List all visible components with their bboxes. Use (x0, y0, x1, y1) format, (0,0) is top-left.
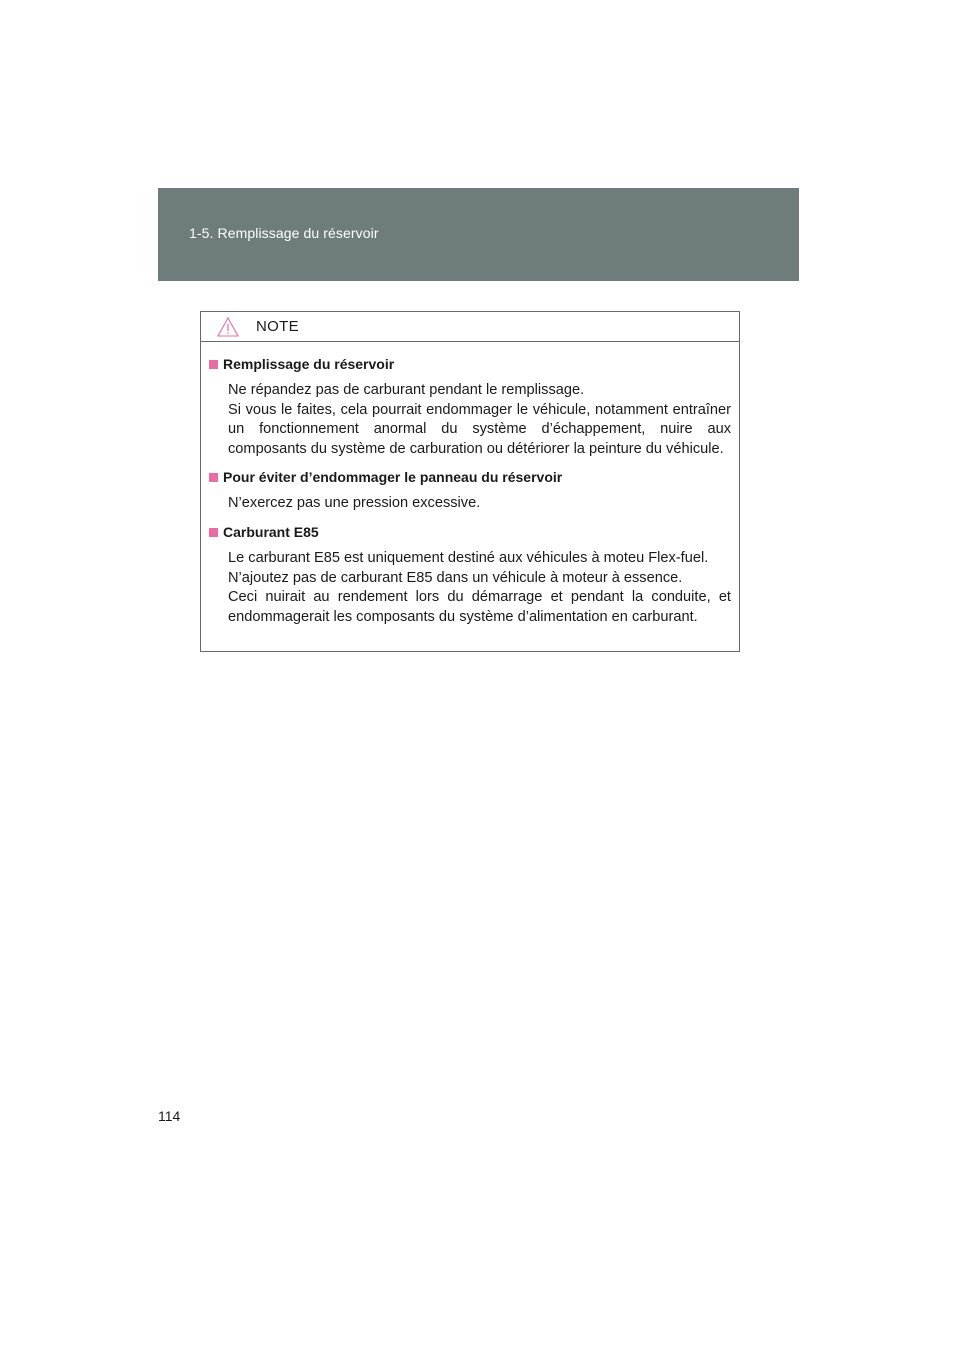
warning-triangle-icon (217, 317, 239, 337)
item-paragraph: N’ajoutez pas de carburant E85 dans un véhicule à moteur à essence. (228, 569, 683, 586)
section-title: 1-5. Remplissage du réservoir (189, 225, 379, 241)
item-heading (209, 355, 731, 374)
page-number: 114 (158, 1108, 181, 1124)
item-paragraph: Ceci nuirait au rendement lors du démarrage et pendant la conduite, et endommagerait les composants du système d’alimentation en carburant. (228, 589, 731, 625)
item-paragraph: Si vous le faites, cela pourrait endommager le véhicule, notamment entraîner un fonctionnement anormal du système d’échappement, nuire aux composants du système de carburation ou détériorer la peinture du véhicule. (228, 401, 731, 457)
item-heading (209, 468, 731, 487)
note-item-e85 (209, 523, 731, 627)
note-header (201, 312, 739, 342)
note-item-panel (209, 468, 731, 514)
item-heading (209, 523, 731, 542)
item-paragraph: Ne répandez pas de carburant pendant le remplissage. (228, 382, 585, 398)
item-heading-text: Carburant E85 (223, 523, 319, 540)
square-bullet-icon (209, 528, 218, 537)
note-item-refueling (209, 355, 731, 459)
note-box (200, 311, 740, 652)
note-body (201, 342, 739, 627)
item-heading-text: Remplissage du réservoir (223, 356, 395, 372)
item-heading-text: Pour éviter d’endommager le panneau du réservoir (223, 469, 563, 486)
item-paragraph: N’exercez pas une pression excessive. (228, 495, 481, 512)
square-bullet-icon (209, 360, 218, 369)
square-bullet-icon (209, 473, 218, 482)
note-title: NOTE (256, 318, 299, 335)
section-header-band (158, 188, 799, 281)
item-paragraph: Le carburant E85 est uniquement destiné aux véhicules à moteu Flex-fuel. (228, 549, 709, 566)
